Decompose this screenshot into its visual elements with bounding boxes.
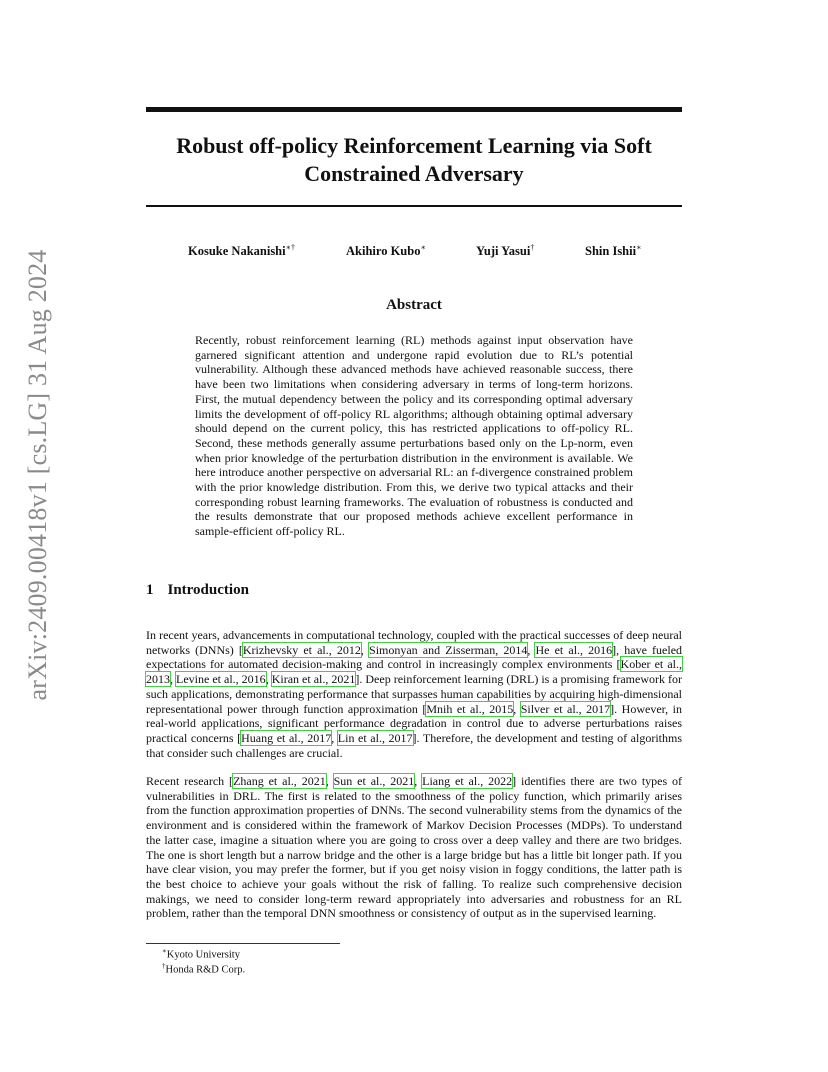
paragraph-text: , xyxy=(527,642,536,657)
arxiv-identifier xyxy=(22,249,54,701)
citation-link[interactable]: Kober et al., 2013 xyxy=(146,657,682,687)
section-heading xyxy=(146,582,249,599)
footnote-rule xyxy=(146,943,340,944)
citation-link[interactable]: He et al., 2016 xyxy=(535,642,613,657)
paragraph-text: ]. However, in real-world applications, significant performance degradation in control due to adverse perturbations raises practical concerns [ xyxy=(146,701,682,745)
paragraph-text: , xyxy=(360,642,370,657)
introduction-paragraph-1 xyxy=(146,628,682,760)
paragraph-text: , xyxy=(414,774,423,788)
citation-link[interactable]: Lin et al., 2017 xyxy=(337,730,413,745)
author-4: Shin Ishii∗ xyxy=(585,243,642,259)
citation-link[interactable]: Kiran et al., 2021 xyxy=(271,672,356,687)
abstract-text: Recently, robust reinforcement learning (RL) methods against input observation have garnered significant attention and undergone rapid evolution due to RL’s potential vulnerability. Although these advanced methods have achieved reasonable success, there have been two limitations when considering adversary in terms of long-term horizons. First, the mutual dependency between the policy and its corresponding optimal adversary limits the development of off-policy RL algorithms; although obtaining optimal adversary should depend on the current policy, this has restricted applications to off-policy RL. Second, these methods generally assume perturbations based only on the Lp-norm, even when prior knowledge of the perturbation distribution in the environment is available. We here introduce another perspective on adversarial RL: an f-divergence constrained problem with the prior knowledge distribution. From this, we derive two typical attacks and their corresponding robust learning frameworks. The evaluation of robustness is conducted and the results demonstrate that our proposed methods achieve excellent performance in sample-efficient off-policy RL. xyxy=(195,333,633,539)
citation-link[interactable]: Levine et al., 2016 xyxy=(176,672,266,687)
paragraph-text: In recent years, advancements in computational technology, coupled with the practical successes of deep neural networks (DNNs) [ xyxy=(146,628,682,657)
paragraph-text: ] identifies there are two types of vulnerabilities in DRL. The first is related to the smoothness of the policy function, which primarily arises from the function approximation properties of DNNs. The second vulnerability stems from the dynamics of the environment and is considered within the framework of Markov Decision Processes (MDPs). To understand the latter case, imagine a situation where you are going to cross over a deep valley and there are two bridges. The one is short length but a narrow bridge and the other is a large bridge but has a little bit longer path. If you have clear vision, you may prefer the former, but if you get noisy vision in foggy conditions, the latter path is the best choice to achieve your goals without the risk of falling. To realize such comprehensive decision makings, we need to consider long-term reward appropriately into adversaries and robustness for an RL problem, rather than the temporal DNN smoothness or consistency of output as in the supervised learning. xyxy=(146,774,683,921)
abstract-heading: Abstract xyxy=(386,297,442,313)
citation-link[interactable]: Huang et al., 2017 xyxy=(241,730,332,745)
footnote-1: ∗Kyoto University xyxy=(162,947,240,961)
paragraph-text: , xyxy=(331,730,338,745)
paper-title: Robust off-policy Reinforcement Learning via Soft Constrained Adversary xyxy=(176,133,652,186)
citation-link[interactable]: Sun et al., 2021 xyxy=(333,774,415,788)
title-bottom-rule xyxy=(146,205,682,207)
section-title: Introduction xyxy=(167,582,249,598)
introduction-paragraph-2 xyxy=(146,774,682,921)
paragraph-text: Recent research [ xyxy=(146,774,234,788)
footnote-2: †Honda R&D Corp. xyxy=(162,962,246,976)
arxiv-identifier-text: arXiv:2409.00418v1 [cs.LG] 31 Aug 2024 xyxy=(23,249,52,701)
paragraph-text: , xyxy=(170,672,177,687)
paragraph-text: ], have fueled expectations for automated decision-making and control in increasingly complex environments [ xyxy=(146,642,683,672)
citation-link[interactable]: Simonyan and Zisserman, 2014 xyxy=(369,642,528,657)
paragraph-text: , xyxy=(513,701,521,716)
citation-link[interactable]: Silver et al., 2017 xyxy=(520,701,611,716)
citation-link[interactable]: Zhang et al., 2021 xyxy=(233,774,326,788)
paragraph-text: , xyxy=(325,774,334,788)
citation-link[interactable]: Krizhevsky et al., 2012 xyxy=(242,642,361,657)
author-1: Kosuke Nakanishi∗† xyxy=(188,243,296,259)
author-2: Akihiro Kubo∗ xyxy=(346,243,426,259)
section-number: 1 xyxy=(146,582,154,598)
title-top-rule xyxy=(146,107,682,112)
citation-link[interactable]: Liang et al., 2022 xyxy=(422,774,513,788)
paragraph-text: ]. Therefore, the development and testing of algorithms that consider such challenges are crucial. xyxy=(146,730,683,760)
citation-link[interactable]: Mnih et al., 2015 xyxy=(426,701,514,716)
author-3: Yuji Yasui† xyxy=(476,243,535,259)
paragraph-text: , xyxy=(265,672,272,687)
paragraph-text: ]. Deep reinforcement learning (DRL) is a promising framework for such applications, demonstrating performance that surpasses human capabilities by acquiring high-dimensional representational power through function approximation [ xyxy=(146,672,682,716)
